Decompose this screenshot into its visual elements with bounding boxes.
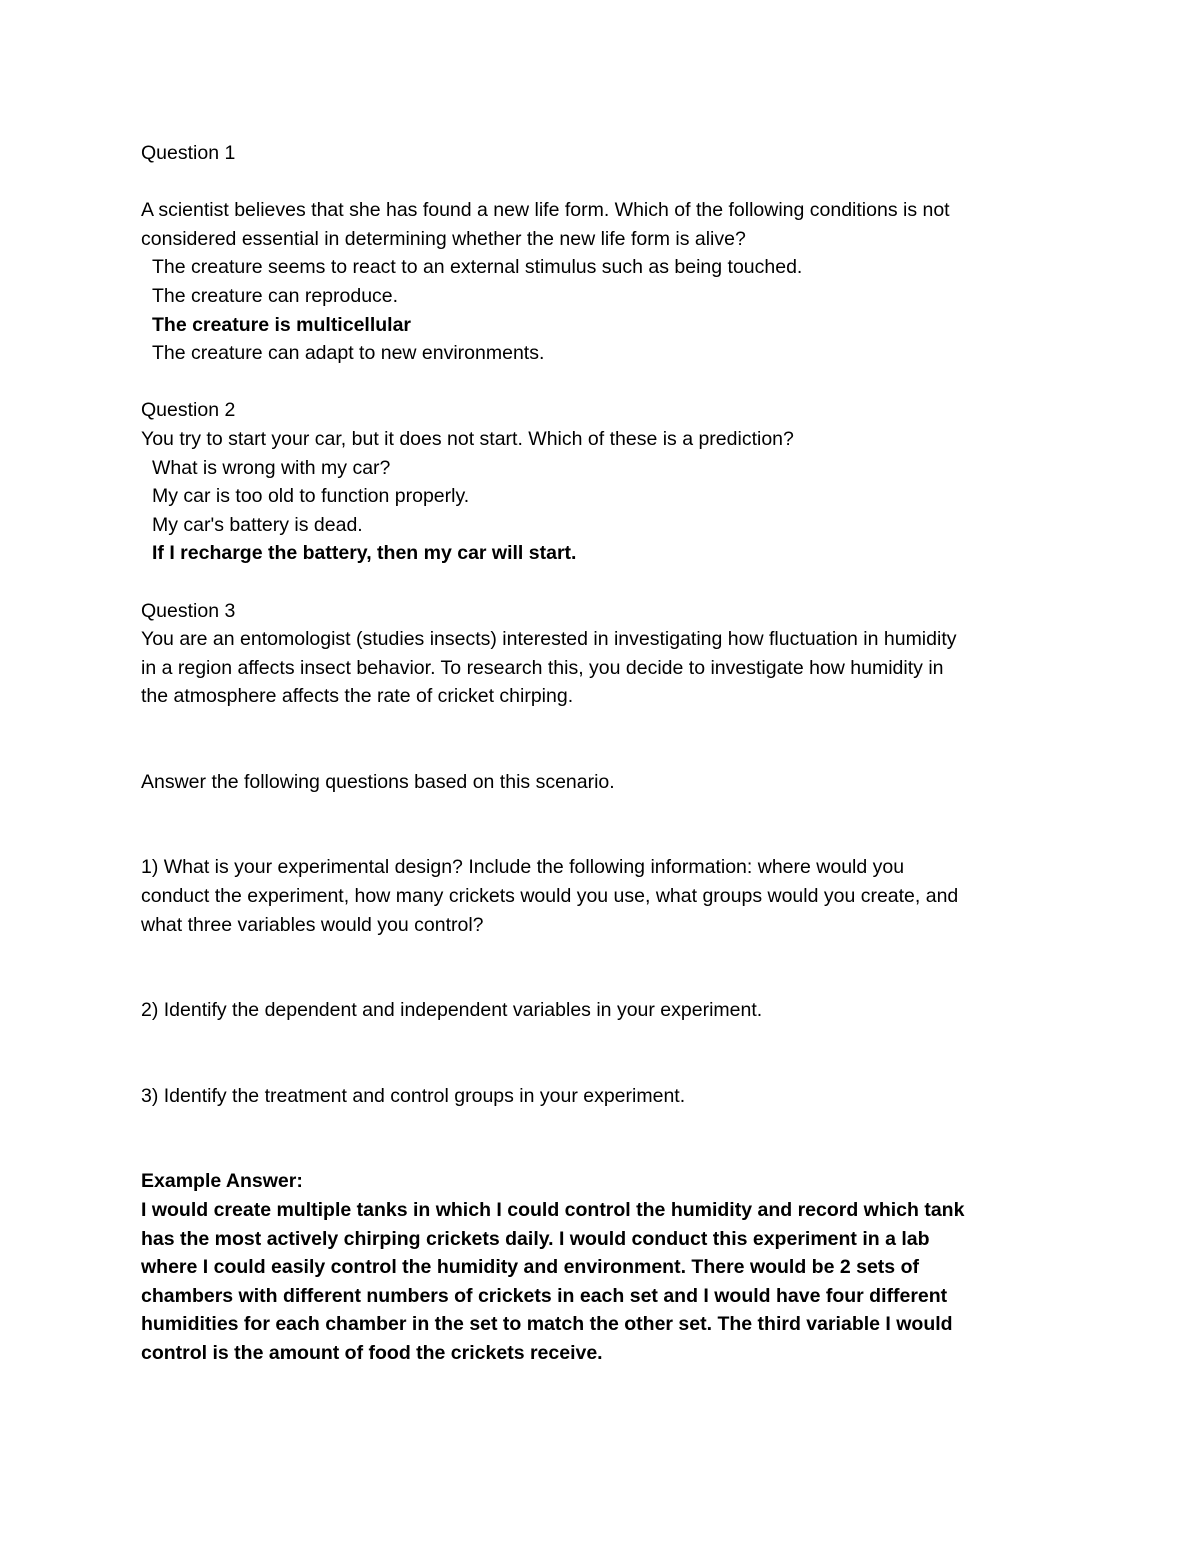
question-3-scenario-line-3: the atmosphere affects the rate of cricket chirping. xyxy=(141,685,574,708)
spacer xyxy=(141,168,1061,197)
sub-question-3: 3) Identify the treatment and control groups in your experiment. xyxy=(141,1084,686,1107)
question-2-option-a: What is wrong with my car? xyxy=(152,456,391,479)
sub-question-1-line-3: what three variables would you control? xyxy=(141,913,484,936)
question-1-prompt-continued: considered essential in determining whether the new life form is alive? xyxy=(141,227,746,250)
spacer xyxy=(141,568,1061,597)
spacer xyxy=(141,1110,1061,1167)
example-answer-line-4: chambers with different numbers of crickets in each set and I would have four different xyxy=(141,1284,948,1307)
spacer xyxy=(141,711,1061,768)
question-3-heading: Question 3 xyxy=(141,599,236,622)
question-1-option-a: The creature seems to react to an external stimulus such as being touched. xyxy=(152,256,803,279)
example-answer-line-6: control is the amount of food the crickets receive. xyxy=(141,1342,603,1364)
question-1-option-b: The creature can reproduce. xyxy=(152,284,399,307)
question-1-option-c-correct: The creature is multicellular xyxy=(152,313,412,336)
question-3-instruction: Answer the following questions based on this scenario. xyxy=(141,770,615,793)
question-3-scenario-line-1: You are an entomologist (studies insects) interested in investigating how fluctuation in humidity xyxy=(141,628,957,651)
question-2-heading: Question 2 xyxy=(141,399,236,422)
question-3-scenario-line-2: in a region affects insect behavior. To research this, you decide to investigate how humidity in xyxy=(141,656,944,679)
question-2-prompt: You try to start your car, but it does not start. Which of these is a prediction? xyxy=(141,427,794,450)
example-answer-line-2: has the most actively chirping crickets daily. I would conduct this experiment in a lab xyxy=(141,1227,930,1250)
spacer xyxy=(141,939,1061,996)
question-1-heading: Question 1 xyxy=(141,142,236,164)
example-answer-line-5: humidities for each chamber in the set to match the other set. The third variable I would xyxy=(141,1313,953,1336)
spacer xyxy=(141,796,1061,853)
question-1-option-d: The creature can adapt to new environments. xyxy=(152,342,545,365)
question-2-option-d-correct: If I recharge the battery, then my car will start. xyxy=(152,542,577,565)
sub-question-1-line-1: 1) What is your experimental design? Include the following information: where would you xyxy=(141,856,905,879)
sub-question-1-line-2: conduct the experiment, how many crickets would you use, what groups would you create, and xyxy=(141,885,959,908)
sub-question-2: 2) Identify the dependent and independent variables in your experiment. xyxy=(141,999,763,1022)
example-answer-heading: Example Answer: xyxy=(141,1170,303,1193)
example-answer-line-1: I would create multiple tanks in which I could control the humidity and record which tank xyxy=(141,1199,965,1222)
question-2-option-c: My car's battery is dead. xyxy=(152,513,363,536)
document-page xyxy=(141,139,1061,1368)
spacer xyxy=(141,1025,1061,1082)
question-1-prompt: A scientist believes that she has found a new life form. Which of the following conditions is not xyxy=(141,199,950,222)
spacer xyxy=(141,368,1061,397)
question-2-option-b: My car is too old to function properly. xyxy=(152,485,470,508)
example-answer-line-3: where I could easily control the humidity and environment. There would be 2 sets of xyxy=(141,1256,919,1279)
